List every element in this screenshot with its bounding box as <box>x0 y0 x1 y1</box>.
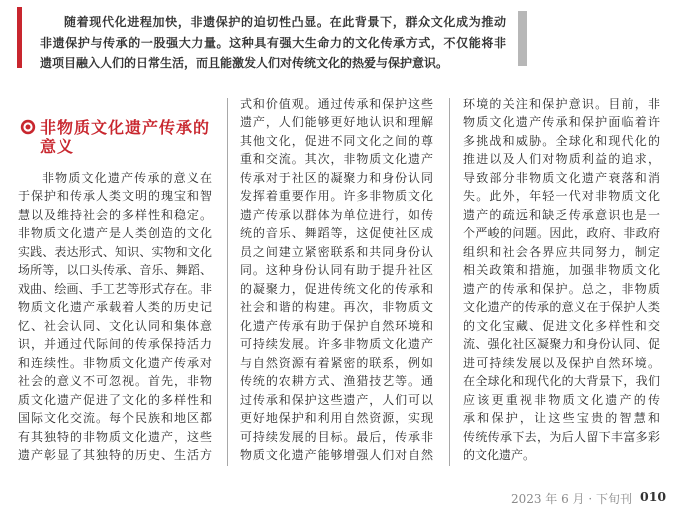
text-line: 识，并通过代际间的传承保持活力 <box>18 337 212 352</box>
text-line: 重和交流。其次，非物质文化遗产 <box>240 152 433 167</box>
text-line: 物质文化遗产能够增强人们对自然 <box>240 448 433 463</box>
text-line: 场所等，以口头传承、音乐、舞蹈、 <box>18 263 212 278</box>
text-line: 多挑战和威胁。全球化和现代化的 <box>463 133 660 148</box>
text-line: 环境的关注和保护意识。目前，非 <box>463 96 660 111</box>
text-line: 统的音乐、舞蹈等，这促使社区成 <box>240 226 433 241</box>
text-line: 非物质文化遗产传承的意义在 <box>42 170 212 185</box>
text-line: 的文化遗产。 <box>463 448 536 463</box>
text-line: 承和保护，让这些宝贵的智慧和 <box>463 411 660 426</box>
text-line: 可持续发展的目标。最后，传承非 <box>240 429 433 444</box>
text-line: 导致部分非物质文化遗产衰落和消 <box>463 170 660 185</box>
column-divider <box>449 98 450 466</box>
text-line: 发挥着重要作用。许多非物质文化 <box>240 189 433 204</box>
text-line: 于保护和传承人类文明的瑰宝和智 <box>18 189 212 204</box>
text-line: 失。此外，年轻一代对非物质文化 <box>463 189 660 204</box>
text-line: 遗产传承以群体为单位进行，如传 <box>240 207 433 222</box>
text-line: 遗产，人们能够更好地认识和理解 <box>240 115 433 130</box>
text-line: 非遗保护与传承的一股强大力量。这种具有强大生命力的文化传承方式，不仅能将非 <box>40 35 506 50</box>
text-line: 其他文化，促进不同文化之间的尊 <box>240 133 433 148</box>
text-line: 传承对于社区的凝聚力和身份认同 <box>240 170 433 185</box>
section-heading: 非物质文化遗产传承的意义 <box>40 117 211 156</box>
text-line: 社会和谐的构建。再次，非物质文 <box>240 300 433 315</box>
text-line: 的凝聚力，促进传统文化的传承和 <box>240 281 433 296</box>
text-line: 质文化遗产促进了文化的多样性和 <box>18 392 212 407</box>
text-line: 社会的意义不可忽视。首先，非物 <box>18 374 212 389</box>
text-line: 遗项目融入人们的日常生活，而且能激发人们对传统文化的热爱与保护意识。 <box>40 56 449 70</box>
text-line: 组织和社会各界应共同努力，制定 <box>463 244 660 259</box>
page-number: 010 <box>640 489 667 504</box>
text-line: 在全球化和现代化的大背景下，我们 <box>463 374 660 389</box>
text-line: 国际文化交流。每个民族和地区都 <box>18 411 212 426</box>
issue-date: 2023 年 6 月 · 下旬刊 <box>510 492 632 506</box>
text-line: 非物质文化遗产是人类创造的文化 <box>18 226 212 241</box>
text-line: 慧以及维持社会的多样性和稳定。 <box>18 207 212 222</box>
text-line: 有其独特的非物质文化遗产，这些 <box>18 429 212 444</box>
article-column-2 <box>240 95 433 465</box>
text-line: 随着现代化进程加快，非遗保护的迫切性凸显。在此背景下，群众文化成为推动 <box>64 15 506 29</box>
text-line: 应该更重视非物质文化遗产的传 <box>463 392 660 407</box>
text-line: 物质文化遗产承载着人类的历史记 <box>18 300 212 315</box>
text-line: 式和价值观。通过传承和保护这些 <box>240 96 433 111</box>
text-line: 相关政策和措施，加强非物质文化 <box>463 263 660 278</box>
text-line: 更好地保护和利用自然资源，实现 <box>240 411 433 426</box>
text-line: 遗产的疏远和缺乏传承意识也是一 <box>463 207 660 222</box>
text-line: 戏曲、绘画、手工艺等形式存在。非 <box>18 281 212 296</box>
text-line: 传统的农耕方式、渔猎技艺等。通 <box>240 374 433 389</box>
text-line: 推进以及人们对物质利益的追求， <box>463 152 660 167</box>
text-line: 遗产的传承和保护。总之，非物质 <box>463 281 660 296</box>
intro-summary <box>40 12 506 74</box>
text-line: 可持续发展。许多非物质文化遗产 <box>240 337 433 352</box>
text-line: 传统传承下去，为后人留下丰富多彩 <box>463 429 660 444</box>
text-line: 物质文化遗产传承和保护面临着许 <box>463 115 660 130</box>
text-line: 化遗产传承有助于保护自然环境和 <box>240 318 433 333</box>
text-line: 员之间建立紧密联系和共同身份认 <box>240 244 433 259</box>
text-line: 的文化宝藏、促进文化多样性和交 <box>463 318 660 333</box>
text-line: 文化遗产的传承的意义在于保护人类 <box>463 300 660 315</box>
text-line: 与自然资源有着紧密的联系，例如 <box>240 355 433 370</box>
text-line: 进可持续发展以及保护自然环境。 <box>463 355 660 370</box>
article-column-1 <box>18 169 212 465</box>
text-line: 同。这种身份认同有助于提升社区 <box>240 263 433 278</box>
target-circle-icon <box>20 119 36 135</box>
text-line: 实践、表达形式、知识、实物和文化 <box>18 244 212 259</box>
text-line: 流、强化社区凝聚力和身份认同、促 <box>463 337 660 352</box>
text-line: 和连续性。非物质文化遗产传承对 <box>18 355 212 370</box>
text-line: 忆、社会认同、文化认同和集体意 <box>18 318 212 333</box>
text-line: 遗产彰显了其独特的历史、生活方 <box>18 448 212 463</box>
intro-accent-bar <box>17 7 22 68</box>
intro-side-bar <box>518 11 527 66</box>
text-line: 过传承和保护这些遗产，人们可以 <box>240 392 433 407</box>
article-column-3 <box>463 95 660 465</box>
column-divider <box>227 98 228 466</box>
text-line: 个严峻的问题。因此，政府、非政府 <box>463 226 660 241</box>
